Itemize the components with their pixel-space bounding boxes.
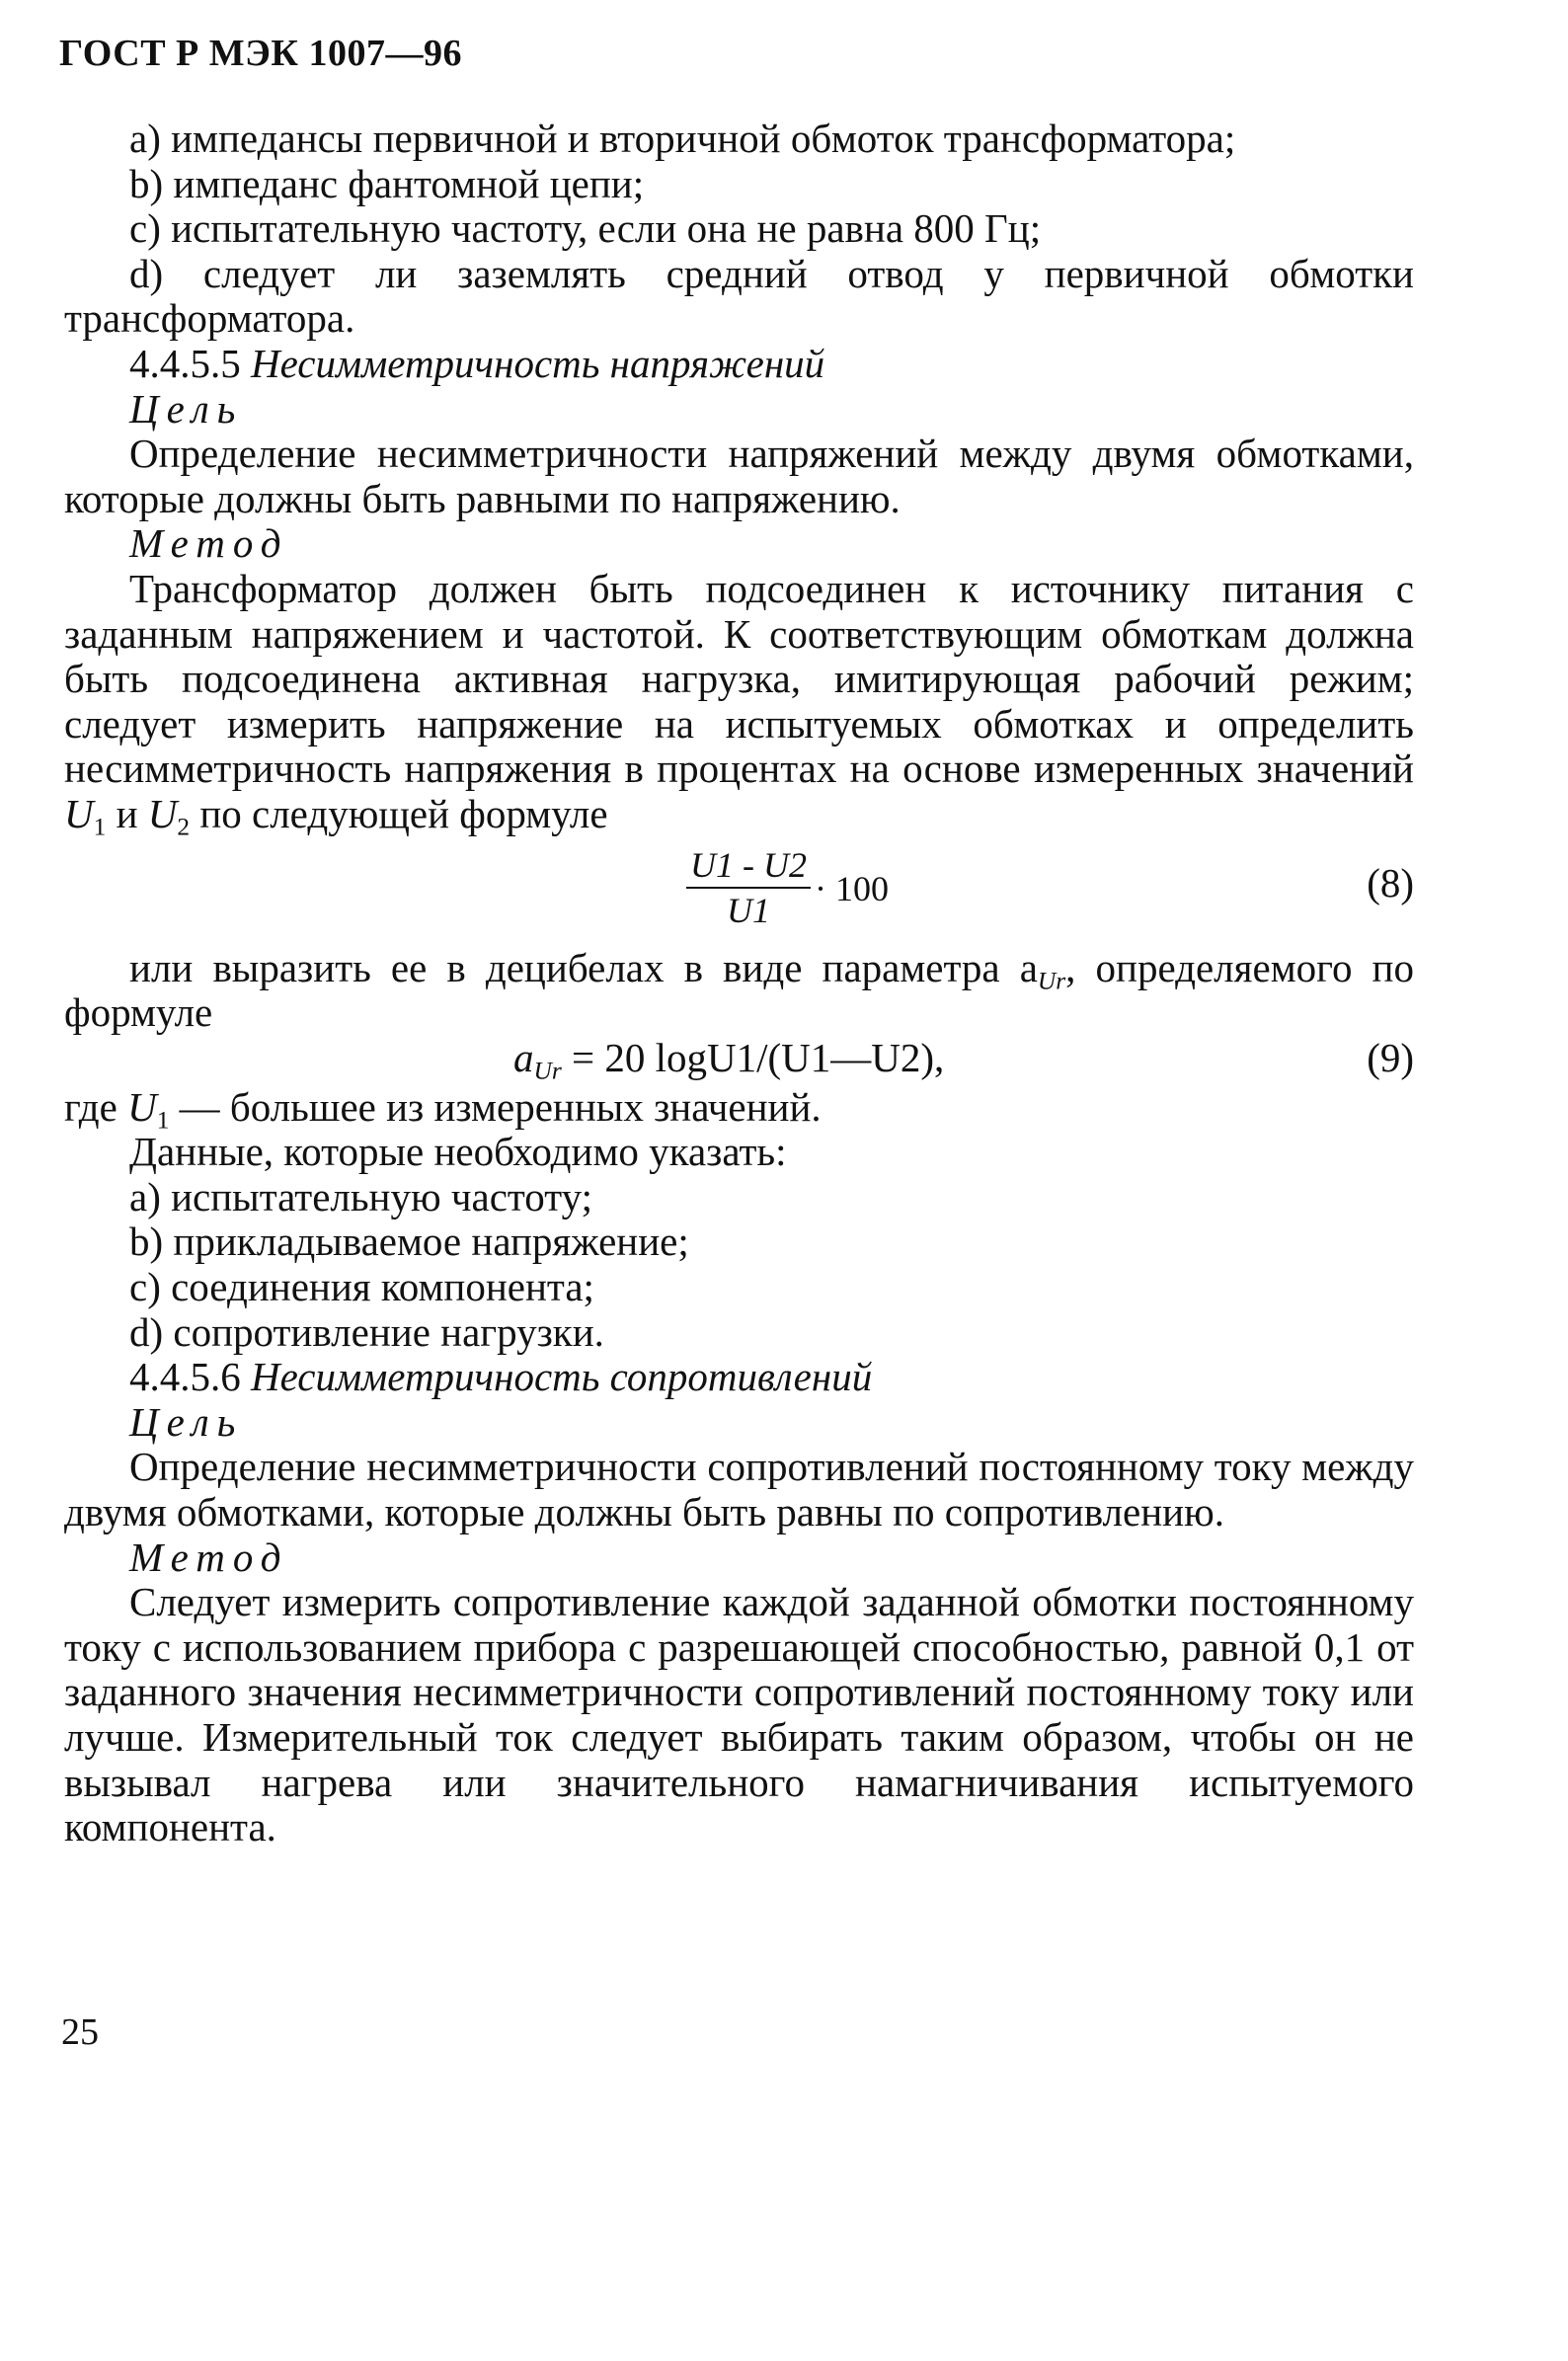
where-tail: — большее из измеренных значений. [179, 1083, 822, 1130]
document-body [64, 117, 1414, 1850]
section-title: Несимметричность напряжений [251, 340, 825, 386]
goal-heading: Цель [129, 385, 244, 432]
subscript: Ur [1037, 967, 1066, 995]
equation-number: (9) [1367, 1034, 1414, 1080]
list-item: c) испытательную частоту, если она не равна 800 Гц; [129, 205, 1042, 252]
paragraph [64, 565, 1414, 841]
subsection-heading [64, 1535, 1414, 1581]
list-item: d) следует ли заземлять средний отвод у первичной обмотки трансформатора. [64, 250, 1414, 342]
equation-number: (8) [1367, 859, 1414, 905]
paragraph: Следует измерить сопротивление каждой заданной обмотки постоянному току с использованием прибора с разрешающей способностью, равной 0,1 от заданного значения несимметричности сопротивлений постоянному току или лучше. Измерительный ток следует выбирать таким образом, чтобы он не вызывал нагрева или значительного намагничивания испытуемого компонента. [64, 1579, 1414, 1850]
page-number: 25 [61, 2011, 99, 2053]
section-number: 4.4.5.5 [129, 340, 241, 386]
section-number: 4.4.5.6 [129, 1354, 241, 1400]
document-header: ГОСТ Р МЭК 1007—96 [59, 33, 462, 74]
variable: U [127, 1083, 157, 1130]
list-item: c) соединения компонента; [129, 1264, 594, 1310]
subsection-heading [64, 1400, 1414, 1446]
method-heading: Метод [129, 520, 289, 567]
fraction [686, 845, 811, 930]
conjunction: и [116, 790, 138, 836]
formula-9 [64, 1036, 1414, 1085]
list-item: b) импеданс фантомной цепи; [129, 160, 645, 206]
fraction-denominator: U1 [726, 890, 770, 930]
subscript: 2 [177, 813, 191, 841]
section-heading [64, 1355, 1414, 1400]
paragraph: Данные, которые необходимо указать: [129, 1129, 787, 1175]
list-item: d) сопротивление нагрузки. [129, 1308, 604, 1355]
goal-heading: Цель [129, 1398, 244, 1445]
paragraph [64, 946, 1414, 1036]
subsection-heading [64, 387, 1414, 433]
subscript: 1 [93, 813, 107, 841]
variable: U [64, 790, 94, 836]
formula-rhs: = 20 logU1/(U1—U2), [572, 1034, 945, 1080]
method-heading: Метод [129, 1534, 289, 1580]
list-item: a) импедансы первичной и вторичной обмоток трансформатора; [129, 116, 1236, 161]
paragraph: Определение несимметричности сопротивлений постоянному току между двумя обмотками, которые должны быть равны по сопротивлению. [64, 1444, 1414, 1535]
section-heading [64, 342, 1414, 387]
where-text: где [64, 1083, 118, 1130]
fraction-numerator: U1 - U2 [686, 845, 811, 889]
list-item: a) испытательную частоту; [129, 1173, 592, 1220]
formula-lhs: a [513, 1034, 534, 1080]
formula-multiplier: · 100 [815, 868, 889, 908]
subscript: Ur [533, 1057, 562, 1085]
section-title: Несимметричность сопротивлений [251, 1354, 873, 1400]
list-item: b) прикладываемое напряжение; [129, 1219, 689, 1265]
paragraph [64, 1083, 1414, 1135]
formula-8 [64, 837, 1414, 946]
variable: U [147, 790, 178, 836]
method-text: Трансформатор должен быть подсоединен к источнику питания с заданным напряжением и частотой. К соответствующим обмоткам должна быть подсоединена активная нагрузка, имитирующая рабочий режим; следует измерить напряжение на испытуемых обмотках и определить несимметричность напряжения в процентах на основе измеренных значений [64, 565, 1414, 792]
text-after-formula: или выразить ее в децибелах в виде параметра a [129, 944, 1038, 990]
subscript: 1 [156, 1106, 170, 1135]
formula-body [513, 1034, 945, 1085]
paragraph: Определение несимметричности напряжений между двумя обмотками, которые должны быть равными по напряжению. [64, 431, 1414, 521]
method-tail: по следующей формуле [199, 790, 608, 836]
text-after-formula-tail: , определяемого по формуле [64, 944, 1414, 1036]
subsection-heading [64, 521, 1414, 567]
